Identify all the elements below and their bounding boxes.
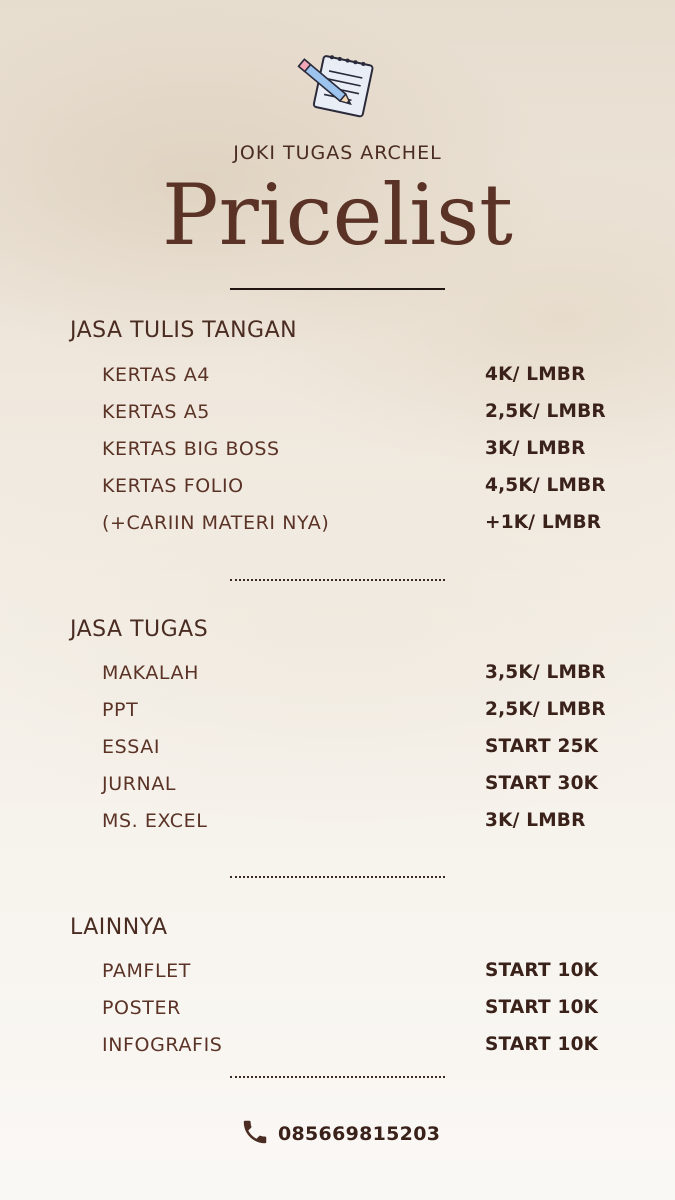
item-price: +1K/ LMBR	[485, 512, 602, 533]
item-name: PAMFLET	[102, 960, 191, 982]
item-name: POSTER	[102, 997, 181, 1019]
contact-line	[240, 1118, 440, 1150]
price-row	[0, 662, 675, 692]
item-name: PPT	[102, 699, 139, 721]
item-price: START 30K	[485, 773, 599, 794]
item-name: KERTAS FOLIO	[102, 475, 244, 497]
price-row	[0, 960, 675, 990]
item-price: 3K/ LMBR	[485, 438, 586, 459]
price-row	[0, 401, 675, 431]
price-row	[0, 364, 675, 394]
price-row	[0, 438, 675, 468]
section-title-jasa-tulis-tangan: JASA TULIS TANGAN	[70, 318, 298, 343]
phone-number[interactable]: 085669815203	[278, 1123, 441, 1145]
title-underline	[230, 288, 445, 290]
item-name: MAKALAH	[102, 662, 200, 684]
notepad-pencil-icon	[292, 52, 378, 122]
item-price: START 10K	[485, 960, 599, 981]
item-name: KERTAS A5	[102, 401, 210, 423]
page-title: Pricelist	[162, 166, 513, 264]
price-row	[0, 475, 675, 505]
item-price: 4K/ LMBR	[485, 364, 586, 385]
dotted-divider	[230, 876, 445, 878]
item-name: ESSAI	[102, 736, 161, 758]
item-price: 3K/ LMBR	[485, 810, 586, 831]
item-name: INFOGRAFIS	[102, 1034, 223, 1056]
dotted-divider	[230, 1076, 445, 1078]
item-price: 2,5K/ LMBR	[485, 699, 606, 720]
price-row	[0, 512, 675, 542]
item-name: KERTAS A4	[102, 364, 210, 386]
price-row	[0, 699, 675, 729]
phone-icon	[240, 1117, 270, 1151]
item-price: START 10K	[485, 1034, 599, 1055]
price-row	[0, 997, 675, 1027]
item-name: (+CARIIN MATERI NYA)	[102, 512, 330, 534]
item-name: MS. EXCEL	[102, 810, 208, 832]
item-name: KERTAS BIG BOSS	[102, 438, 280, 460]
price-row	[0, 810, 675, 840]
item-price: 3,5K/ LMBR	[485, 662, 606, 683]
dotted-divider	[230, 579, 445, 581]
price-row	[0, 736, 675, 766]
item-name: JURNAL	[102, 773, 177, 795]
item-price: 4,5K/ LMBR	[485, 475, 606, 496]
item-price: START 25K	[485, 736, 599, 757]
price-row	[0, 773, 675, 803]
section-title-lainnya: LAINNYA	[70, 915, 168, 940]
item-price: START 10K	[485, 997, 599, 1018]
item-price: 2,5K/ LMBR	[485, 401, 606, 422]
brand-subtitle: JOKI TUGAS ARCHEL	[233, 142, 442, 164]
section-title-jasa-tugas: JASA TUGAS	[70, 617, 209, 642]
price-row	[0, 1034, 675, 1064]
